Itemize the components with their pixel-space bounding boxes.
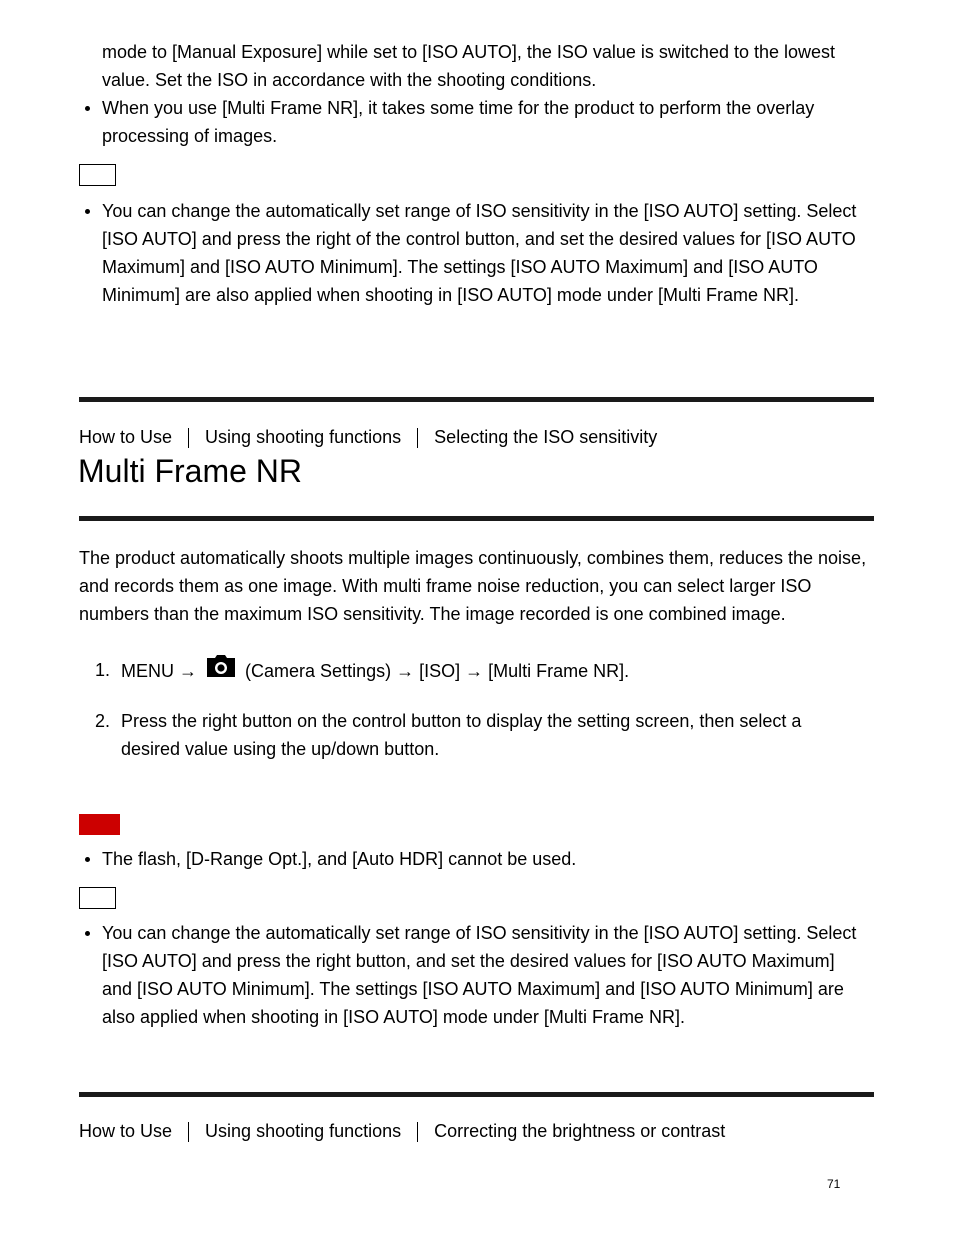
step-2 [79, 707, 859, 763]
step-number: 2. [95, 711, 111, 731]
section-divider [79, 397, 874, 402]
section-divider [79, 1092, 874, 1097]
note-marker [79, 814, 120, 835]
breadcrumb-link-shooting-functions[interactable]: Using shooting functions [205, 427, 402, 447]
breadcrumb-separator [417, 428, 418, 448]
breadcrumb-link-how-to-use[interactable]: How to Use [79, 427, 173, 447]
page-number: 71 [827, 1177, 841, 1191]
breadcrumb-link-iso-sensitivity[interactable]: Selecting the ISO sensitivity [434, 427, 658, 447]
breadcrumb [79, 1121, 725, 1142]
breadcrumb-separator [188, 1122, 189, 1142]
step-number: 1. [95, 660, 111, 680]
hint-list [79, 919, 869, 1031]
hint-marker [79, 887, 116, 909]
breadcrumb-link-brightness-contrast[interactable]: Correcting the brightness or contrast [434, 1121, 726, 1141]
breadcrumb [79, 427, 657, 448]
hint-list-top [79, 197, 859, 309]
page-title: Multi Frame NR [78, 453, 303, 489]
list-item: You can change the automatically set range of ISO sensitivity in the [ISO AUTO] setting. Select [ISO AUTO] and press the right button, and set the desired values for [ISO AUTO Maximum] and [ISO AUTO Minimum]. The settings [ISO AUTO Maximum] and [ISO AUTO Minimum] are also applied when shooting in [ISO AUTO] mode under [Multi Frame NR]. [79, 919, 869, 1031]
continued-paragraph: mode to [Manual Exposure] while set to [ISO AUTO], the ISO value is switched to the lowest value. Set the ISO in accordance with the shooting conditions. [102, 42, 836, 90]
step-text-path: (Camera Settings) → [ISO] → [Multi Frame NR]. [245, 660, 630, 681]
step-1 [79, 656, 859, 688]
intro-paragraph: The product automatically shoots multiple images continuously, combines them, reduces the noise, and records them as one image. With multi frame noise reduction, you can select larger ISO numbers than the maximum ISO sensitivity. The image recorded is one combined image. [79, 548, 867, 624]
breadcrumb-link-how-to-use[interactable]: How to Use [79, 1121, 173, 1141]
note-list [79, 845, 869, 873]
hint-marker [79, 164, 116, 186]
steps-list [79, 656, 859, 763]
step-text-menu: MENU → [121, 660, 197, 681]
breadcrumb-separator [417, 1122, 418, 1142]
breadcrumb-link-shooting-functions[interactable]: Using shooting functions [205, 1121, 402, 1141]
list-item: The flash, [D-Range Opt.], and [Auto HDR] cannot be used. [79, 845, 869, 873]
camera-icon [206, 654, 236, 686]
title-divider [79, 516, 874, 521]
breadcrumb-separator [188, 428, 189, 448]
list-item: When you use [Multi Frame NR], it takes some time for the product to perform the overlay processing of images. [79, 94, 869, 150]
note-list-top [79, 94, 869, 150]
list-item: You can change the automatically set range of ISO sensitivity in the [ISO AUTO] setting. Select [ISO AUTO] and press the right of the control button, and set the desired values for [ISO AUTO Maximum] and [ISO AUTO Minimum]. The settings [ISO AUTO Maximum] and [ISO AUTO Minimum] are also applied when shooting in [ISO AUTO] mode under [Multi Frame NR]. [79, 197, 859, 309]
step-text: Press the right button on the control button to display the setting screen, then select a desired value using the up/down button. [121, 711, 802, 759]
